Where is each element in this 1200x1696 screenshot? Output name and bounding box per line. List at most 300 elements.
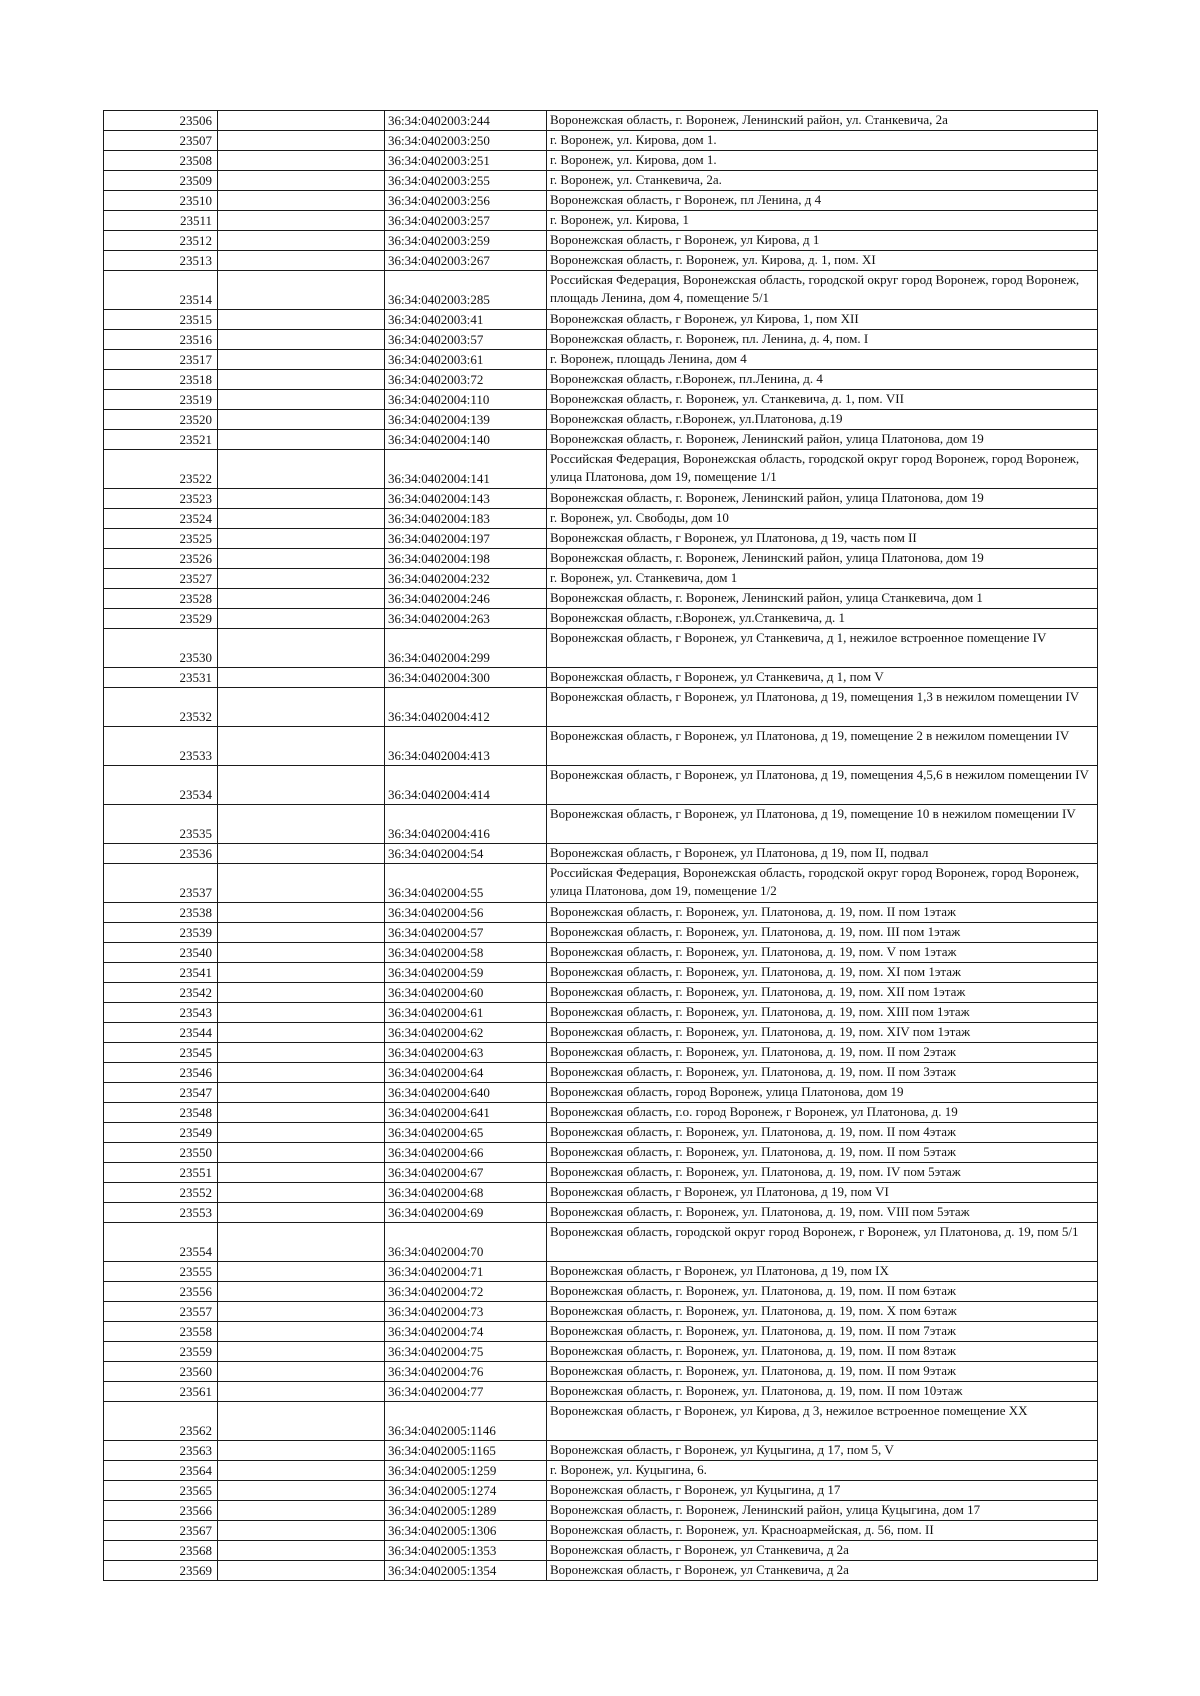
address-cell: г. Воронеж, ул. Станкевича, 2а. xyxy=(547,171,1098,191)
table-row xyxy=(104,1023,1098,1043)
address-cell: Воронежская область, г. Воронеж, ул. Платонова, д. 19, пом. II пом 4этаж xyxy=(547,1123,1098,1143)
cadastral-number-cell: 36:34:0402003:41 xyxy=(385,310,547,330)
cadastral-number-cell: 36:34:0402004:77 xyxy=(385,1382,547,1402)
table-row xyxy=(104,1342,1098,1362)
cadastral-number-cell: 36:34:0402003:255 xyxy=(385,171,547,191)
row-number-cell: 23562 xyxy=(104,1402,218,1441)
cadastral-number-cell: 36:34:0402003:72 xyxy=(385,370,547,390)
row-number-cell: 23569 xyxy=(104,1561,218,1581)
address-cell: Воронежская область, г Воронеж, ул Кирова, д 3, нежилое встроенное помещение XX xyxy=(547,1402,1098,1441)
row-number-cell: 23548 xyxy=(104,1103,218,1123)
table-row xyxy=(104,1183,1098,1203)
cadastral-number-cell: 36:34:0402005:1306 xyxy=(385,1521,547,1541)
table-row xyxy=(104,191,1098,211)
address-cell: Воронежская область, г. Воронеж, ул. Платонова, д. 19, пом. IV пом 5этаж xyxy=(547,1163,1098,1183)
empty-cell xyxy=(218,766,385,805)
empty-cell xyxy=(218,688,385,727)
table-row xyxy=(104,131,1098,151)
table-row xyxy=(104,1163,1098,1183)
address-cell: Воронежская область, г. Воронеж, ул. Платонова, д. 19, пом. V пом 1этаж xyxy=(547,943,1098,963)
address-cell: Воронежская область, г. Воронеж, ул. Красноармейская, д. 56, пом. II xyxy=(547,1521,1098,1541)
empty-cell xyxy=(218,271,385,310)
address-cell: Воронежская область, г. Воронеж, Ленинский район, улица Станкевича, дом 1 xyxy=(547,589,1098,609)
cadastral-number-cell: 36:34:0402004:72 xyxy=(385,1282,547,1302)
address-cell: Воронежская область, г. Воронеж, ул. Платонова, д. 19, пом. XIII пом 1этаж xyxy=(547,1003,1098,1023)
row-number-cell: 23516 xyxy=(104,330,218,350)
cadastral-number-cell: 36:34:0402004:640 xyxy=(385,1083,547,1103)
cadastral-number-cell: 36:34:0402004:54 xyxy=(385,844,547,864)
table-row xyxy=(104,1441,1098,1461)
empty-cell xyxy=(218,1402,385,1441)
address-cell: Воронежская область, г.Воронеж, ул.Платонова, д.19 xyxy=(547,410,1098,430)
table-row xyxy=(104,963,1098,983)
table-row xyxy=(104,1063,1098,1083)
row-number-cell: 23525 xyxy=(104,529,218,549)
address-cell: Воронежская область, г. Воронеж, ул. Платонова, д. 19, пом. XII пом 1этаж xyxy=(547,983,1098,1003)
empty-cell xyxy=(218,1541,385,1561)
address-cell: Воронежская область, город Воронеж, улица Платонова, дом 19 xyxy=(547,1083,1098,1103)
table-row xyxy=(104,1123,1098,1143)
address-cell: Воронежская область, г Воронеж, ул Платонова, д 19, помещение 10 в нежилом помещении IV xyxy=(547,805,1098,844)
cadastral-number-cell: 36:34:0402005:1146 xyxy=(385,1402,547,1441)
empty-cell xyxy=(218,1481,385,1501)
empty-cell xyxy=(218,509,385,529)
table-row xyxy=(104,330,1098,350)
table-row xyxy=(104,1461,1098,1481)
cadastral-number-cell: 36:34:0402004:70 xyxy=(385,1223,547,1262)
row-number-cell: 23529 xyxy=(104,609,218,629)
row-number-cell: 23533 xyxy=(104,727,218,766)
table-row xyxy=(104,1362,1098,1382)
cadastral-number-cell: 36:34:0402004:63 xyxy=(385,1043,547,1063)
cadastral-number-cell: 36:34:0402004:60 xyxy=(385,983,547,1003)
empty-cell xyxy=(218,410,385,430)
row-number-cell: 23522 xyxy=(104,450,218,489)
address-cell: Воронежская область, г. Воронеж, ул. Платонова, д. 19, пом. XI пом 1этаж xyxy=(547,963,1098,983)
cadastral-number-cell: 36:34:0402003:267 xyxy=(385,251,547,271)
cadastral-number-cell: 36:34:0402004:57 xyxy=(385,923,547,943)
empty-cell xyxy=(218,1382,385,1402)
cadastral-number-cell: 36:34:0402004:61 xyxy=(385,1003,547,1023)
row-number-cell: 23518 xyxy=(104,370,218,390)
empty-cell xyxy=(218,943,385,963)
address-cell: Воронежская область, г Воронеж, ул Станкевича, д 1, пом V xyxy=(547,668,1098,688)
cadastral-number-cell: 36:34:0402005:1259 xyxy=(385,1461,547,1481)
address-cell: Воронежская область, г. Воронеж, ул. Платонова, д. 19, пом. II пом 7этаж xyxy=(547,1322,1098,1342)
empty-cell xyxy=(218,1441,385,1461)
table-row xyxy=(104,1322,1098,1342)
empty-cell xyxy=(218,430,385,450)
empty-cell xyxy=(218,1003,385,1023)
table-row xyxy=(104,370,1098,390)
row-number-cell: 23551 xyxy=(104,1163,218,1183)
row-number-cell: 23544 xyxy=(104,1023,218,1043)
row-number-cell: 23555 xyxy=(104,1262,218,1282)
row-number-cell: 23512 xyxy=(104,231,218,251)
row-number-cell: 23567 xyxy=(104,1521,218,1541)
address-cell: Воронежская область, г Воронеж, ул Куцыгина, д 17, пом 5, V xyxy=(547,1441,1098,1461)
row-number-cell: 23558 xyxy=(104,1322,218,1342)
address-cell: г. Воронеж, ул. Кирова, 1 xyxy=(547,211,1098,231)
address-cell: Воронежская область, г. Воронеж, Ленинский район, улица Платонова, дом 19 xyxy=(547,489,1098,509)
cadastral-number-cell: 36:34:0402005:1274 xyxy=(385,1481,547,1501)
empty-cell xyxy=(218,1043,385,1063)
row-number-cell: 23568 xyxy=(104,1541,218,1561)
cadastral-number-cell: 36:34:0402004:641 xyxy=(385,1103,547,1123)
empty-cell xyxy=(218,529,385,549)
empty-cell xyxy=(218,569,385,589)
address-cell: Воронежская область, г. Воронеж, ул. Платонова, д. 19, пом. II пом 6этаж xyxy=(547,1282,1098,1302)
row-number-cell: 23515 xyxy=(104,310,218,330)
address-cell: Воронежская область, г Воронеж, ул Куцыгина, д 17 xyxy=(547,1481,1098,1501)
row-number-cell: 23556 xyxy=(104,1282,218,1302)
register-table-body xyxy=(104,111,1098,1581)
table-row xyxy=(104,1561,1098,1581)
cadastral-number-cell: 36:34:0402004:75 xyxy=(385,1342,547,1362)
address-cell: г. Воронеж, ул. Кирова, дом 1. xyxy=(547,151,1098,171)
empty-cell xyxy=(218,171,385,191)
cadastral-number-cell: 36:34:0402003:257 xyxy=(385,211,547,231)
empty-cell xyxy=(218,131,385,151)
cadastral-number-cell: 36:34:0402003:251 xyxy=(385,151,547,171)
empty-cell xyxy=(218,1302,385,1322)
table-row xyxy=(104,151,1098,171)
cadastral-number-cell: 36:34:0402004:55 xyxy=(385,864,547,903)
cadastral-number-cell: 36:34:0402003:285 xyxy=(385,271,547,310)
table-row xyxy=(104,1083,1098,1103)
row-number-cell: 23565 xyxy=(104,1481,218,1501)
row-number-cell: 23566 xyxy=(104,1501,218,1521)
cadastral-number-cell: 36:34:0402004:246 xyxy=(385,589,547,609)
row-number-cell: 23549 xyxy=(104,1123,218,1143)
table-row xyxy=(104,983,1098,1003)
table-row xyxy=(104,1501,1098,1521)
row-number-cell: 23531 xyxy=(104,668,218,688)
address-cell: Воронежская область, г. Воронеж, пл. Ленина, д. 4, пом. I xyxy=(547,330,1098,350)
row-number-cell: 23563 xyxy=(104,1441,218,1461)
empty-cell xyxy=(218,1123,385,1143)
empty-cell xyxy=(218,1262,385,1282)
row-number-cell: 23527 xyxy=(104,569,218,589)
cadastral-number-cell: 36:34:0402004:183 xyxy=(385,509,547,529)
empty-cell xyxy=(218,668,385,688)
empty-cell xyxy=(218,629,385,668)
table-row xyxy=(104,549,1098,569)
address-cell: г. Воронеж, ул. Станкевича, дом 1 xyxy=(547,569,1098,589)
empty-cell xyxy=(218,111,385,131)
row-number-cell: 23557 xyxy=(104,1302,218,1322)
table-row xyxy=(104,310,1098,330)
empty-cell xyxy=(218,589,385,609)
table-row xyxy=(104,231,1098,251)
row-number-cell: 23511 xyxy=(104,211,218,231)
table-row xyxy=(104,629,1098,668)
address-cell: Воронежская область, г.Воронеж, ул.Станкевича, д. 1 xyxy=(547,609,1098,629)
row-number-cell: 23513 xyxy=(104,251,218,271)
address-cell: Воронежская область, г. Воронеж, ул. Станкевича, д. 1, пом. VII xyxy=(547,390,1098,410)
row-number-cell: 23528 xyxy=(104,589,218,609)
empty-cell xyxy=(218,1143,385,1163)
address-cell: г. Воронеж, площадь Ленина, дом 4 xyxy=(547,350,1098,370)
row-number-cell: 23561 xyxy=(104,1382,218,1402)
table-row xyxy=(104,350,1098,370)
cadastral-number-cell: 36:34:0402004:71 xyxy=(385,1262,547,1282)
table-row xyxy=(104,1382,1098,1402)
empty-cell xyxy=(218,1023,385,1043)
cadastral-number-cell: 36:34:0402005:1353 xyxy=(385,1541,547,1561)
address-cell: Воронежская область, г Воронеж, ул Кирова, 1, пом XII xyxy=(547,310,1098,330)
row-number-cell: 23553 xyxy=(104,1203,218,1223)
address-cell: Воронежская область, г Воронеж, ул Платонова, д 19, помещение 2 в нежилом помещении IV xyxy=(547,727,1098,766)
table-row xyxy=(104,609,1098,629)
cadastral-number-cell: 36:34:0402004:139 xyxy=(385,410,547,430)
cadastral-number-cell: 36:34:0402003:57 xyxy=(385,330,547,350)
address-cell: Воронежская область, г. Воронеж, ул. Платонова, д. 19, пом. XIV пом 1этаж xyxy=(547,1023,1098,1043)
table-row xyxy=(104,529,1098,549)
table-row xyxy=(104,844,1098,864)
address-cell: Воронежская область, г. Воронеж, ул. Платонова, д. 19, пом. II пом 3этаж xyxy=(547,1063,1098,1083)
address-cell: г. Воронеж, ул. Кирова, дом 1. xyxy=(547,131,1098,151)
cadastral-number-cell: 36:34:0402004:143 xyxy=(385,489,547,509)
empty-cell xyxy=(218,1501,385,1521)
table-row xyxy=(104,668,1098,688)
address-cell: Воронежская область, г Воронеж, ул Платонова, д 19, пом II, подвал xyxy=(547,844,1098,864)
row-number-cell: 23508 xyxy=(104,151,218,171)
empty-cell xyxy=(218,1183,385,1203)
empty-cell xyxy=(218,370,385,390)
cadastral-number-cell: 36:34:0402004:74 xyxy=(385,1322,547,1342)
row-number-cell: 23519 xyxy=(104,390,218,410)
empty-cell xyxy=(218,903,385,923)
table-row xyxy=(104,509,1098,529)
empty-cell xyxy=(218,1083,385,1103)
address-cell: г. Воронеж, ул. Куцыгина, 6. xyxy=(547,1461,1098,1481)
empty-cell xyxy=(218,844,385,864)
address-cell: Воронежская область, г. Воронеж, Ленинский район, улица Куцыгина, дом 17 xyxy=(547,1501,1098,1521)
empty-cell xyxy=(218,310,385,330)
table-row xyxy=(104,271,1098,310)
empty-cell xyxy=(218,151,385,171)
row-number-cell: 23546 xyxy=(104,1063,218,1083)
row-number-cell: 23510 xyxy=(104,191,218,211)
empty-cell xyxy=(218,330,385,350)
table-row xyxy=(104,390,1098,410)
cadastral-number-cell: 36:34:0402005:1165 xyxy=(385,1441,547,1461)
address-cell: Воронежская область, г. Воронеж, ул. Платонова, д. 19, пом. II пом 5этаж xyxy=(547,1143,1098,1163)
row-number-cell: 23506 xyxy=(104,111,218,131)
empty-cell xyxy=(218,923,385,943)
empty-cell xyxy=(218,489,385,509)
cadastral-number-cell: 36:34:0402004:197 xyxy=(385,529,547,549)
row-number-cell: 23521 xyxy=(104,430,218,450)
empty-cell xyxy=(218,963,385,983)
row-number-cell: 23545 xyxy=(104,1043,218,1063)
address-cell: Воронежская область, г. Воронеж, Ленинский район, улица Платонова, дом 19 xyxy=(547,430,1098,450)
row-number-cell: 23537 xyxy=(104,864,218,903)
cadastral-number-cell: 36:34:0402004:198 xyxy=(385,549,547,569)
row-number-cell: 23542 xyxy=(104,983,218,1003)
address-cell: Российская Федерация, Воронежская область, городской округ город Воронеж, город Воронеж, улица Платонова, дом 19, помещение 1/2 xyxy=(547,864,1098,903)
row-number-cell: 23543 xyxy=(104,1003,218,1023)
cadastral-number-cell: 36:34:0402004:76 xyxy=(385,1362,547,1382)
table-row xyxy=(104,1262,1098,1282)
address-cell: Воронежская область, г. Воронеж, ул. Платонова, д. 19, пом. X пом 6этаж xyxy=(547,1302,1098,1322)
row-number-cell: 23550 xyxy=(104,1143,218,1163)
row-number-cell: 23539 xyxy=(104,923,218,943)
empty-cell xyxy=(218,1203,385,1223)
cadastral-number-cell: 36:34:0402004:232 xyxy=(385,569,547,589)
empty-cell xyxy=(218,231,385,251)
row-number-cell: 23564 xyxy=(104,1461,218,1481)
address-cell: Воронежская область, г. Воронеж, ул. Платонова, д. 19, пом. II пом 8этаж xyxy=(547,1342,1098,1362)
empty-cell xyxy=(218,805,385,844)
table-row xyxy=(104,1282,1098,1302)
table-row xyxy=(104,727,1098,766)
cadastral-number-cell: 36:34:0402004:300 xyxy=(385,668,547,688)
cadastral-number-cell: 36:34:0402004:412 xyxy=(385,688,547,727)
row-number-cell: 23524 xyxy=(104,509,218,529)
table-row xyxy=(104,923,1098,943)
row-number-cell: 23509 xyxy=(104,171,218,191)
cadastral-number-cell: 36:34:0402004:65 xyxy=(385,1123,547,1143)
cadastral-number-cell: 36:34:0402004:59 xyxy=(385,963,547,983)
cadastral-number-cell: 36:34:0402004:299 xyxy=(385,629,547,668)
cadastral-number-cell: 36:34:0402003:61 xyxy=(385,350,547,370)
row-number-cell: 23526 xyxy=(104,549,218,569)
cadastral-number-cell: 36:34:0402004:141 xyxy=(385,450,547,489)
table-row xyxy=(104,688,1098,727)
empty-cell xyxy=(218,191,385,211)
address-cell: Воронежская область, г. Воронеж, Ленинский район, улица Платонова, дом 19 xyxy=(547,549,1098,569)
table-row xyxy=(104,410,1098,430)
empty-cell xyxy=(218,1103,385,1123)
cadastral-number-cell: 36:34:0402005:1354 xyxy=(385,1561,547,1581)
row-number-cell: 23534 xyxy=(104,766,218,805)
empty-cell xyxy=(218,1461,385,1481)
cadastral-number-cell: 36:34:0402004:64 xyxy=(385,1063,547,1083)
row-number-cell: 23517 xyxy=(104,350,218,370)
empty-cell xyxy=(218,983,385,1003)
empty-cell xyxy=(218,1223,385,1262)
table-row xyxy=(104,1223,1098,1262)
table-row xyxy=(104,111,1098,131)
address-cell: Воронежская область, г. Воронеж, ул. Платонова, д. 19, пом. II пом 2этаж xyxy=(547,1043,1098,1063)
row-number-cell: 23523 xyxy=(104,489,218,509)
address-cell: Воронежская область, г Воронеж, пл Ленина, д 4 xyxy=(547,191,1098,211)
empty-cell xyxy=(218,450,385,489)
empty-cell xyxy=(218,350,385,370)
address-cell: Воронежская область, г Воронеж, ул Кирова, д 1 xyxy=(547,231,1098,251)
cadastral-number-cell: 36:34:0402004:69 xyxy=(385,1203,547,1223)
cadastral-number-cell: 36:34:0402004:140 xyxy=(385,430,547,450)
cadastral-number-cell: 36:34:0402004:68 xyxy=(385,1183,547,1203)
table-row xyxy=(104,251,1098,271)
table-row xyxy=(104,569,1098,589)
table-row xyxy=(104,1003,1098,1023)
cadastral-number-cell: 36:34:0402004:413 xyxy=(385,727,547,766)
cadastral-number-cell: 36:34:0402003:250 xyxy=(385,131,547,151)
row-number-cell: 23514 xyxy=(104,271,218,310)
empty-cell xyxy=(218,390,385,410)
empty-cell xyxy=(218,1282,385,1302)
row-number-cell: 23532 xyxy=(104,688,218,727)
cadastral-register-table xyxy=(103,110,1098,1581)
address-cell: Воронежская область, г. Воронеж, ул. Платонова, д. 19, пом. II пом 9этаж xyxy=(547,1362,1098,1382)
cadastral-number-cell: 36:34:0402004:67 xyxy=(385,1163,547,1183)
table-row xyxy=(104,864,1098,903)
table-row xyxy=(104,1203,1098,1223)
address-cell: Воронежская область, г Воронеж, ул Платонова, д 19, часть пом II xyxy=(547,529,1098,549)
empty-cell xyxy=(218,864,385,903)
address-cell: Воронежская область, г. Воронеж, ул. Платонова, д. 19, пом. VIII пом 5этаж xyxy=(547,1203,1098,1223)
address-cell: Воронежская область, г Воронеж, ул Станкевича, д 1, нежилое встроенное помещение IV xyxy=(547,629,1098,668)
empty-cell xyxy=(218,1362,385,1382)
row-number-cell: 23547 xyxy=(104,1083,218,1103)
table-row xyxy=(104,489,1098,509)
table-row xyxy=(104,1143,1098,1163)
cadastral-number-cell: 36:34:0402003:244 xyxy=(385,111,547,131)
cadastral-number-cell: 36:34:0402003:259 xyxy=(385,231,547,251)
address-cell: Воронежская область, г. Воронеж, ул. Платонова, д. 19, пом. II пом 1этаж xyxy=(547,903,1098,923)
table-row xyxy=(104,1521,1098,1541)
address-cell: Российская Федерация, Воронежская область, городской округ город Воронеж, город Воронеж, площадь Ленина, дом 4, помещение 5/1 xyxy=(547,271,1098,310)
table-row xyxy=(104,589,1098,609)
address-cell: Воронежская область, г. Воронеж, Ленинский район, ул. Станкевича, 2а xyxy=(547,111,1098,131)
row-number-cell: 23530 xyxy=(104,629,218,668)
table-row xyxy=(104,450,1098,489)
empty-cell xyxy=(218,211,385,231)
row-number-cell: 23520 xyxy=(104,410,218,430)
table-row xyxy=(104,171,1098,191)
row-number-cell: 23560 xyxy=(104,1362,218,1382)
cadastral-number-cell: 36:34:0402004:58 xyxy=(385,943,547,963)
table-row xyxy=(104,1481,1098,1501)
address-cell: Воронежская область, г.Воронеж, пл.Ленина, д. 4 xyxy=(547,370,1098,390)
empty-cell xyxy=(218,549,385,569)
address-cell: Воронежская область, г Воронеж, ул Платонова, д 19, пом VI xyxy=(547,1183,1098,1203)
empty-cell xyxy=(218,1063,385,1083)
row-number-cell: 23507 xyxy=(104,131,218,151)
address-cell: Воронежская область, г Воронеж, ул Платонова, д 19, помещения 4,5,6 в нежилом помещении IV xyxy=(547,766,1098,805)
address-cell: Российская Федерация, Воронежская область, городской округ город Воронеж, город Воронеж, улица Платонова, дом 19, помещение 1/1 xyxy=(547,450,1098,489)
cadastral-number-cell: 36:34:0402004:66 xyxy=(385,1143,547,1163)
row-number-cell: 23536 xyxy=(104,844,218,864)
empty-cell xyxy=(218,1561,385,1581)
cadastral-number-cell: 36:34:0402004:110 xyxy=(385,390,547,410)
table-row xyxy=(104,766,1098,805)
cadastral-number-cell: 36:34:0402004:62 xyxy=(385,1023,547,1043)
address-cell: Воронежская область, г Воронеж, ул Платонова, д 19, помещения 1,3 в нежилом помещении IV xyxy=(547,688,1098,727)
empty-cell xyxy=(218,1521,385,1541)
address-cell: Воронежская область, г Воронеж, ул Платонова, д 19, пом IX xyxy=(547,1262,1098,1282)
row-number-cell: 23541 xyxy=(104,963,218,983)
address-cell: Воронежская область, г Воронеж, ул Станкевича, д 2а xyxy=(547,1561,1098,1581)
row-number-cell: 23540 xyxy=(104,943,218,963)
cadastral-number-cell: 36:34:0402004:56 xyxy=(385,903,547,923)
row-number-cell: 23552 xyxy=(104,1183,218,1203)
empty-cell xyxy=(218,251,385,271)
address-cell: Воронежская область, г. Воронеж, ул. Платонова, д. 19, пом. II пом 10этаж xyxy=(547,1382,1098,1402)
table-row xyxy=(104,1103,1098,1123)
empty-cell xyxy=(218,1322,385,1342)
address-cell: Воронежская область, г.о. город Воронеж, г Воронеж, ул Платонова, д. 19 xyxy=(547,1103,1098,1123)
cadastral-number-cell: 36:34:0402005:1289 xyxy=(385,1501,547,1521)
cadastral-number-cell: 36:34:0402004:416 xyxy=(385,805,547,844)
table-row xyxy=(104,943,1098,963)
empty-cell xyxy=(218,727,385,766)
row-number-cell: 23535 xyxy=(104,805,218,844)
table-row xyxy=(104,1043,1098,1063)
